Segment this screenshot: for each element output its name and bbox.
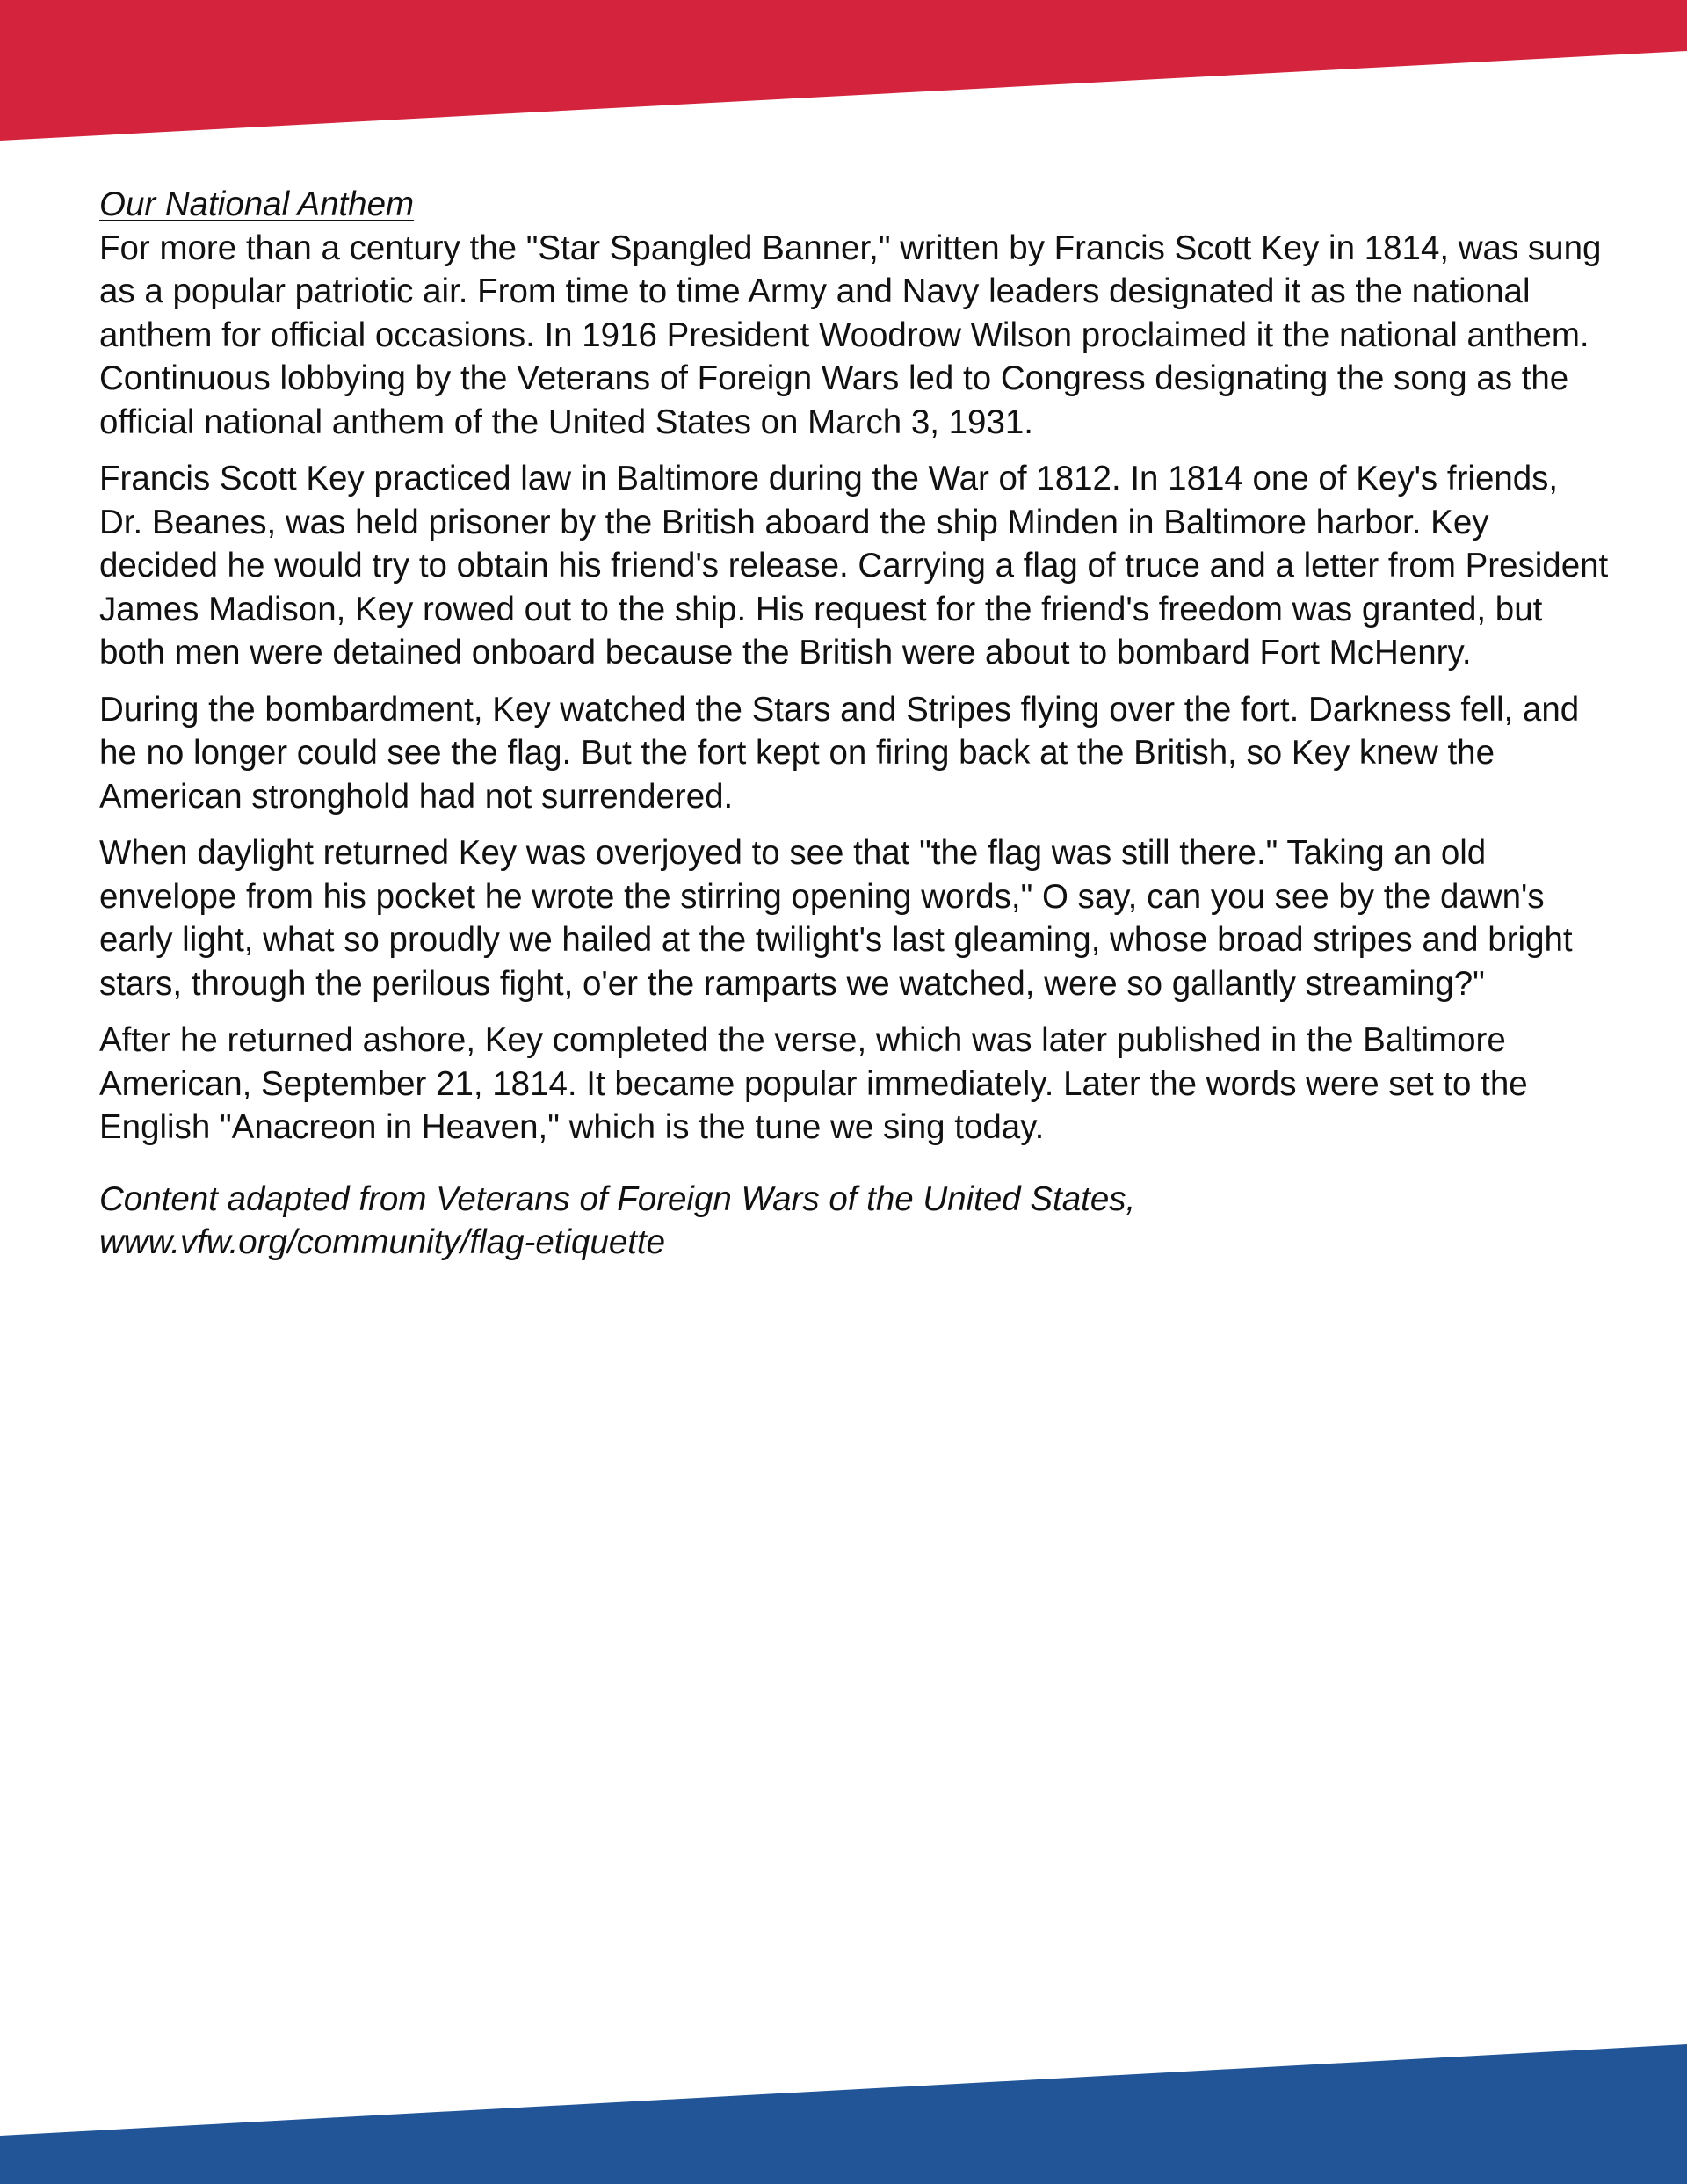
credit-text: Content adapted from Veterans of Foreign Wars of the United States, [99, 1179, 1136, 1218]
paragraph-publication: After he returned ashore, Key completed the verse, which was later published in the Baltimore American, September 21, 1814. It became popular immediately. Later the words were set to the English "Anacreon in Heaven," which is the tune we sing today. [99, 1021, 1528, 1146]
paragraph-daylight: When daylight returned Key was overjoyed to see that "the flag was still there." Taking an old envelope from his pocket he wrote the stirring opening words," O say, can you see by the dawn's early light, what so proudly we hailed at the twilight's last gleaming, whose broad stripes and bright stars, through the perilous fight, o'er the ramparts we watched, were so gallantly streaming?" [99, 834, 1573, 1003]
credit-url: www.vfw.org/community/flag-etiquette [99, 1223, 666, 1261]
document-title: Our National Anthem [99, 185, 415, 223]
source-credit [99, 1178, 1611, 1265]
paragraph-bombardment: During the bombardment, Key watched the Stars and Stripes flying over the fort. Darkness fell, and he no longer could see the flag. But the fort kept on firing back at the British, so Key knew the American stronghold had not surrendered. [99, 690, 1580, 816]
document-body [99, 183, 1611, 1265]
bottom-blue-band [0, 2044, 1687, 2184]
paragraph-key-background: Francis Scott Key practiced law in Baltimore during the War of 1812. In 1814 one of Key's friends, Dr. Beanes, was held prisoner by the British aboard the ship Minden in Baltimore harbor. Key decided he would try to obtain his friend's release. Carrying a flag of truce and a letter from President James Madison, Key rowed out to the ship. His request for the friend's freedom was granted, but both men were detained onboard because the British were about to bombard Fort McHenry. [99, 460, 1609, 671]
paragraph-history: For more than a century the "Star Spangled Banner," written by Francis Scott Key in 1814, was sung as a popular patriotic air. From time to time Army and Navy leaders designated it as the national anthem for official occasions. In 1916 President Woodrow Wilson proclaimed it the national anthem. Continuous lobbying by the Veterans of Foreign Wars led to Congress designating the song as the official national anthem of the United States on March 3, 1931. [99, 229, 1602, 441]
top-red-band [0, 0, 1687, 141]
